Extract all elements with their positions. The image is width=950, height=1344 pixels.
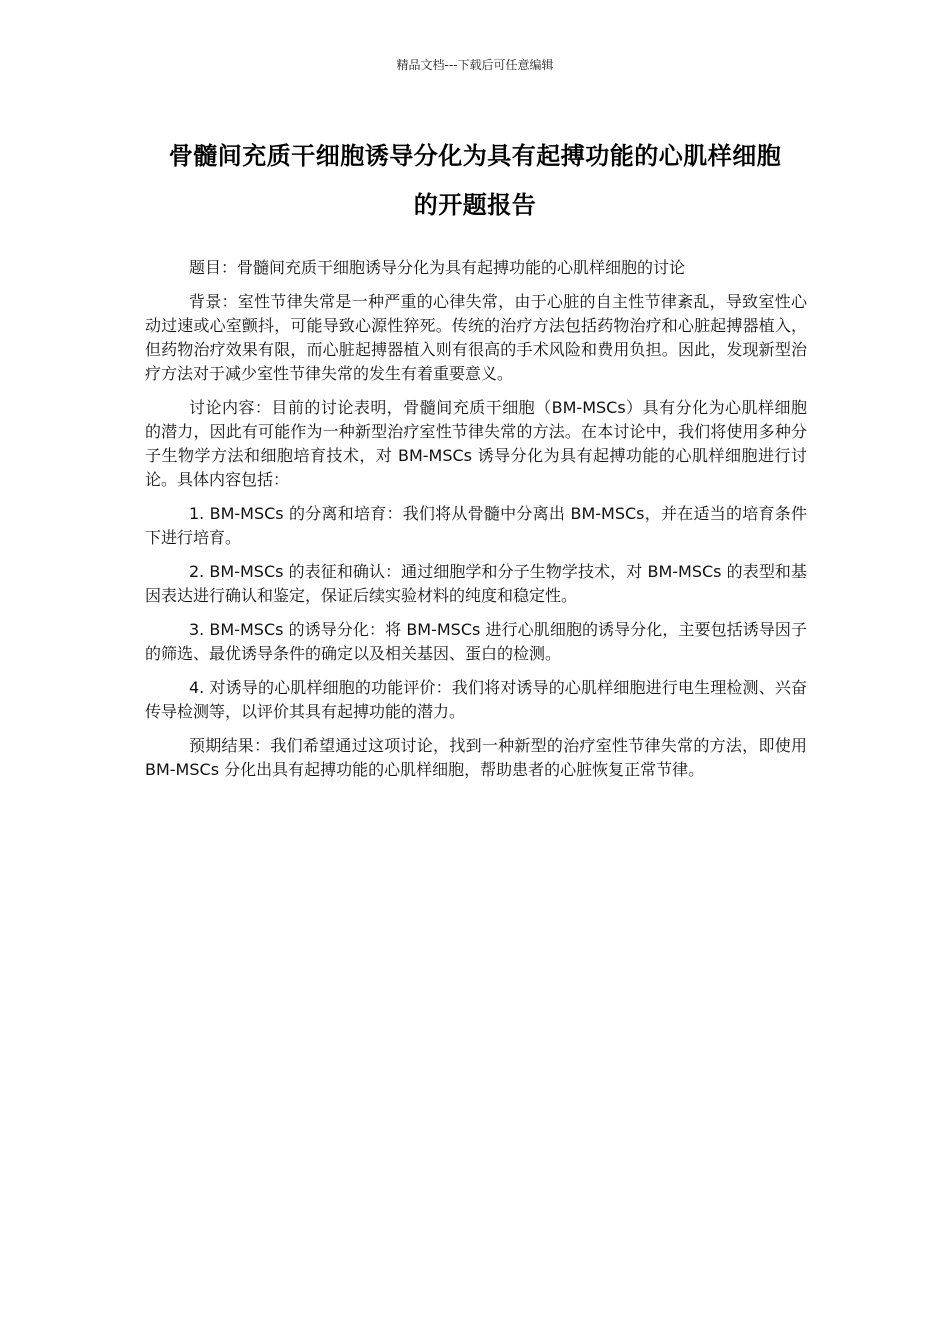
header-note: 精品文档---下载后可任意编辑 <box>396 58 554 72</box>
paragraph-topic: 题目：骨髓间充质干细胞诱导分化为具有起搏功能的心肌样细胞的讨论 <box>189 258 686 277</box>
title-line-1: 骨髓间充质干细胞诱导分化为具有起搏功能的心肌样细胞 <box>168 142 782 170</box>
document-body <box>145 256 807 792</box>
document-title <box>130 132 820 230</box>
paragraph-background: 背景：室性节律失常是一种严重的心律失常，由于心脏的自主性节律紊乱，导致室性心动过速或心室颤抖，可能导致心源性猝死。传统的治疗方法包括药物治疗和心脏起搏器植入，但药物治疗效果有限，而心脏起搏器植入则有很高的手术风险和费用负担。因此，发现新型治疗方法对于减少室性节律失常的发生有着重要意义。 <box>145 292 807 383</box>
title-line-2: 的开题报告 <box>413 191 537 219</box>
paragraph-discussion: 讨论内容：目前的讨论表明，骨髓间充质干细胞（BM-MSCs）具有分化为心肌样细胞的潜力，因此有可能作为一种新型治疗室性节律失常的方法。在本讨论中，我们将使用多种分子生物学方法和细胞培育技术，对 BM-MSCs 诱导分化为具有起搏功能的心肌样细胞进行讨论。具体内容包括： <box>145 398 807 489</box>
list-item-2: 2. BM-MSCs 的表征和确认：通过细胞学和分子生物学技术，对 BM-MSCs 的表型和基因表达进行确认和鉴定，保证后续实验材料的纯度和稳定性。 <box>145 562 807 605</box>
list-item-4: 4. 对诱导的心肌样细胞的功能评价：我们将对诱导的心肌样细胞进行电生理检测、兴奋传导检测等，以评价其具有起搏功能的潜力。 <box>145 678 807 721</box>
list-item-1: 1. BM-MSCs 的分离和培育：我们将从骨髓中分离出 BM-MSCs，并在适当的培育条件下进行培育。 <box>145 504 807 547</box>
list-item-3: 3. BM-MSCs 的诱导分化：将 BM-MSCs 进行心肌细胞的诱导分化，主要包括诱导因子的筛选、最优诱导条件的确定以及相关基因、蛋白的检测。 <box>145 620 807 663</box>
paragraph-expected-results: 预期结果：我们希望通过这项讨论，找到一种新型的治疗室性节律失常的方法，即使用 BM-MSCs 分化出具有起搏功能的心肌样细胞，帮助患者的心脏恢复正常节律。 <box>145 736 807 779</box>
